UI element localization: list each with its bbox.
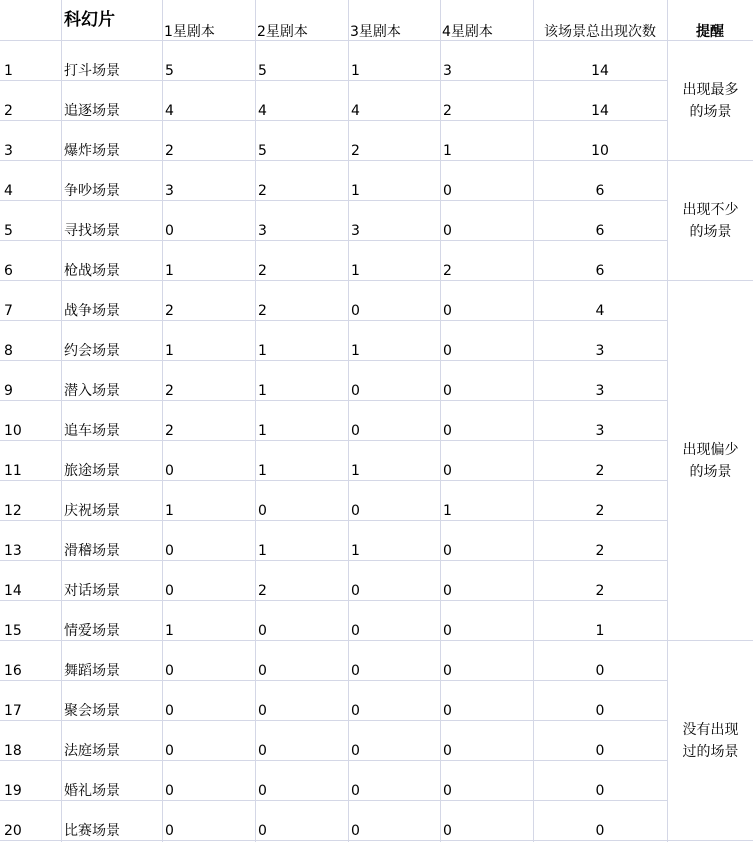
count-2star[interactable]: 2	[258, 583, 267, 599]
row-index[interactable]: 6	[4, 263, 13, 279]
remind-cell[interactable]: 出现最多的场景	[682, 81, 739, 120]
count-3star[interactable]: 1	[351, 263, 360, 279]
count-2star[interactable]: 1	[258, 463, 267, 479]
count-1star[interactable]: 0	[165, 743, 174, 759]
count-4star[interactable]: 2	[443, 263, 452, 279]
count-2star[interactable]: 2	[258, 263, 267, 279]
count-1star[interactable]: 1	[165, 263, 174, 279]
row-index[interactable]: 20	[4, 823, 22, 839]
count-1star[interactable]: 2	[165, 423, 174, 439]
count-4star[interactable]: 0	[443, 543, 452, 559]
scene-name[interactable]: 爆炸场景	[64, 143, 120, 159]
row-index[interactable]: 7	[4, 303, 13, 319]
count-1star[interactable]: 0	[165, 223, 174, 239]
row-index[interactable]: 5	[4, 223, 13, 239]
count-total[interactable]: 14	[591, 103, 609, 119]
count-1star[interactable]: 0	[165, 543, 174, 559]
count-2star[interactable]: 3	[258, 223, 267, 239]
scene-name[interactable]: 约会场景	[64, 343, 120, 359]
row-index[interactable]: 8	[4, 343, 13, 359]
count-1star[interactable]: 1	[165, 623, 174, 639]
count-total[interactable]: 4	[595, 303, 605, 319]
header-remind[interactable]: 提醒	[696, 24, 724, 40]
count-2star[interactable]: 1	[258, 343, 267, 359]
count-3star[interactable]: 0	[351, 383, 360, 399]
count-total[interactable]: 2	[595, 463, 605, 479]
count-total[interactable]: 0	[595, 663, 605, 679]
scene-name[interactable]: 庆祝场景	[64, 503, 120, 519]
count-total[interactable]: 2	[595, 503, 605, 519]
count-4star[interactable]: 0	[443, 783, 452, 799]
row-index[interactable]: 2	[4, 103, 13, 119]
remind-cell[interactable]: 没有出现过的场景	[682, 721, 739, 760]
count-total[interactable]: 2	[595, 543, 605, 559]
row-index[interactable]: 19	[4, 783, 22, 799]
count-3star[interactable]: 1	[351, 463, 360, 479]
count-1star[interactable]: 1	[165, 343, 174, 359]
count-3star[interactable]: 0	[351, 663, 360, 679]
count-4star[interactable]: 0	[443, 383, 452, 399]
count-3star[interactable]: 0	[351, 783, 360, 799]
row-index[interactable]: 9	[4, 383, 13, 399]
count-2star[interactable]: 0	[258, 783, 267, 799]
scene-name[interactable]: 枪战场景	[64, 263, 120, 279]
remind-cell[interactable]: 出现不少的场景	[682, 201, 739, 240]
count-total[interactable]: 2	[595, 583, 605, 599]
count-2star[interactable]: 2	[258, 183, 267, 199]
count-total[interactable]: 3	[595, 423, 605, 439]
row-index[interactable]: 17	[4, 703, 22, 719]
count-1star[interactable]: 2	[165, 383, 174, 399]
count-3star[interactable]: 3	[351, 223, 360, 239]
count-total[interactable]: 0	[595, 823, 605, 839]
count-4star[interactable]: 2	[443, 103, 452, 119]
count-3star[interactable]: 0	[351, 743, 360, 759]
row-index[interactable]: 13	[4, 543, 22, 559]
count-3star[interactable]: 1	[351, 183, 360, 199]
row-index[interactable]: 14	[4, 583, 22, 599]
count-total[interactable]: 0	[595, 783, 605, 799]
count-3star[interactable]: 2	[351, 143, 360, 159]
count-3star[interactable]: 0	[351, 583, 360, 599]
row-index[interactable]: 16	[4, 663, 22, 679]
scene-name[interactable]: 战争场景	[64, 303, 120, 319]
count-2star[interactable]: 0	[258, 663, 267, 679]
count-2star[interactable]: 1	[258, 383, 267, 399]
row-index[interactable]: 12	[4, 503, 22, 519]
count-total[interactable]: 6	[595, 223, 605, 239]
row-index[interactable]: 18	[4, 743, 22, 759]
count-2star[interactable]: 0	[258, 623, 267, 639]
count-total[interactable]: 1	[595, 623, 605, 639]
scene-name[interactable]: 滑稽场景	[64, 543, 120, 559]
count-1star[interactable]: 0	[165, 663, 174, 679]
count-2star[interactable]: 4	[258, 103, 267, 119]
count-total[interactable]: 3	[595, 343, 605, 359]
count-total[interactable]: 0	[595, 743, 605, 759]
count-4star[interactable]: 0	[443, 303, 452, 319]
row-index[interactable]: 4	[4, 183, 13, 199]
count-total[interactable]: 14	[591, 63, 609, 79]
scene-name[interactable]: 争吵场景	[64, 183, 120, 199]
count-4star[interactable]: 0	[443, 623, 452, 639]
count-3star[interactable]: 0	[351, 303, 360, 319]
count-3star[interactable]: 1	[351, 63, 360, 79]
header-2star[interactable]: 2星剧本	[257, 24, 308, 40]
row-index[interactable]: 3	[4, 143, 13, 159]
count-3star[interactable]: 1	[351, 343, 360, 359]
count-3star[interactable]: 0	[351, 823, 360, 839]
row-index[interactable]: 10	[4, 423, 22, 439]
count-4star[interactable]: 0	[443, 183, 452, 199]
count-4star[interactable]: 0	[443, 663, 452, 679]
scene-name[interactable]: 潜入场景	[64, 383, 120, 399]
grid-hline	[0, 840, 753, 841]
scene-name[interactable]: 打斗场景	[64, 63, 120, 79]
count-2star[interactable]: 0	[258, 703, 267, 719]
count-2star[interactable]: 0	[258, 503, 267, 519]
header-title[interactable]: 科幻片	[64, 10, 115, 30]
count-1star[interactable]: 2	[165, 143, 174, 159]
count-3star[interactable]: 0	[351, 423, 360, 439]
count-4star[interactable]: 1	[443, 143, 452, 159]
scene-name[interactable]: 追逐场景	[64, 103, 120, 119]
count-1star[interactable]: 5	[165, 63, 174, 79]
count-4star[interactable]: 0	[443, 343, 452, 359]
count-2star[interactable]: 2	[258, 303, 267, 319]
count-4star[interactable]: 0	[443, 743, 452, 759]
scene-name[interactable]: 比赛场景	[64, 823, 120, 839]
row-index[interactable]: 15	[4, 623, 22, 639]
count-total[interactable]: 3	[595, 383, 605, 399]
count-1star[interactable]: 0	[165, 463, 174, 479]
count-total[interactable]: 6	[595, 263, 605, 279]
count-1star[interactable]: 3	[165, 183, 174, 199]
count-2star[interactable]: 0	[258, 823, 267, 839]
count-2star[interactable]: 0	[258, 743, 267, 759]
count-total[interactable]: 6	[595, 183, 605, 199]
count-total[interactable]: 10	[591, 143, 609, 159]
count-3star[interactable]: 4	[351, 103, 360, 119]
count-3star[interactable]: 1	[351, 543, 360, 559]
scene-name[interactable]: 旅途场景	[64, 463, 120, 479]
scene-name[interactable]: 寻找场景	[64, 223, 120, 239]
scene-name[interactable]: 聚会场景	[64, 703, 120, 719]
count-2star[interactable]: 5	[258, 143, 267, 159]
count-3star[interactable]: 0	[351, 623, 360, 639]
scene-name[interactable]: 对话场景	[64, 583, 120, 599]
scene-name[interactable]: 追车场景	[64, 423, 120, 439]
count-4star[interactable]: 0	[443, 703, 452, 719]
row-index[interactable]: 1	[4, 63, 13, 79]
row-index[interactable]: 11	[4, 463, 22, 479]
count-1star[interactable]: 4	[165, 103, 174, 119]
count-3star[interactable]: 0	[351, 503, 360, 519]
count-1star[interactable]: 2	[165, 303, 174, 319]
count-1star[interactable]: 0	[165, 703, 174, 719]
count-1star[interactable]: 0	[165, 583, 174, 599]
count-1star[interactable]: 1	[165, 503, 174, 519]
count-4star[interactable]: 1	[443, 503, 452, 519]
count-2star[interactable]: 5	[258, 63, 267, 79]
scene-name[interactable]: 情爱场景	[64, 623, 120, 639]
count-2star[interactable]: 1	[258, 543, 267, 559]
header-total[interactable]: 该场景总出现次数	[544, 24, 656, 40]
scene-name[interactable]: 舞蹈场景	[64, 663, 120, 679]
count-total[interactable]: 0	[595, 703, 605, 719]
count-4star[interactable]: 3	[443, 63, 452, 79]
count-1star[interactable]: 0	[165, 783, 174, 799]
count-4star[interactable]: 0	[443, 423, 452, 439]
count-4star[interactable]: 0	[443, 223, 452, 239]
count-1star[interactable]: 0	[165, 823, 174, 839]
header-1star[interactable]: 1星剧本	[164, 24, 215, 40]
count-2star[interactable]: 1	[258, 423, 267, 439]
count-4star[interactable]: 0	[443, 823, 452, 839]
remind-cell[interactable]: 出现偏少的场景	[682, 441, 739, 480]
header-4star[interactable]: 4星剧本	[442, 24, 493, 40]
count-4star[interactable]: 0	[443, 463, 452, 479]
scene-name[interactable]: 法庭场景	[64, 743, 120, 759]
count-4star[interactable]: 0	[443, 583, 452, 599]
header-3star[interactable]: 3星剧本	[350, 24, 401, 40]
scene-name[interactable]: 婚礼场景	[64, 783, 120, 799]
count-3star[interactable]: 0	[351, 703, 360, 719]
